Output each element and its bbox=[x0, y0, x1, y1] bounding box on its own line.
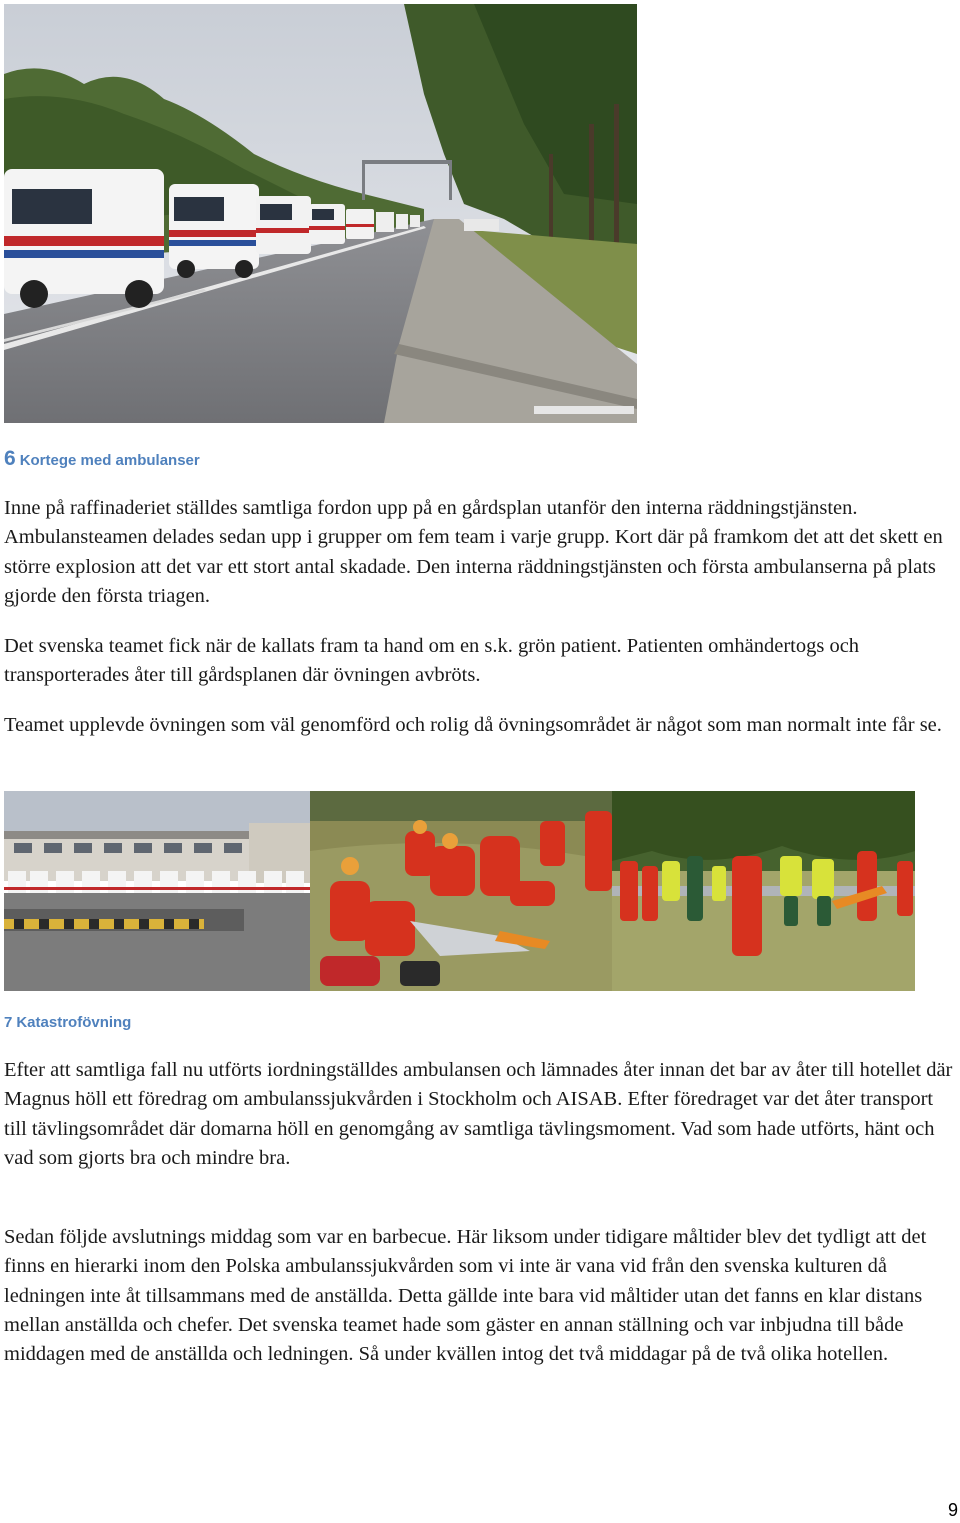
ambulance-depot-photo bbox=[4, 791, 310, 991]
triage-area-photo bbox=[612, 791, 915, 991]
figure-7-caption bbox=[4, 1014, 131, 1031]
figure-7-caption-text: Katastrofövning bbox=[16, 1014, 132, 1031]
figure-6-number: 6 bbox=[4, 447, 16, 470]
figure-6-caption-text: Kortege med ambulanser bbox=[19, 452, 200, 469]
paragraph-1: Inne på raffinaderiet ställdes samtliga fordon upp på en gårdsplan utanför den interna räddningstjänsten. Ambulansteamen delades sedan upp i grupper om fem team i varje grupp. Kort där på framkom det att det skett en större explosion att det var ett stort antal skadade. Den interna räddningstjänsten och första ambulanserna på plats gjorde den första triagen. bbox=[4, 497, 943, 607]
ambulance-convoy-photo bbox=[4, 4, 637, 423]
page-number: 9 bbox=[947, 1500, 958, 1520]
paragraph-4: Efter att samtliga fall nu utförts iordningställdes ambulansen och lämnades åter innan det bar av åter till hotellet där Magnus höll ett föredrag om ambulanssjukvården i Stockholm och AISAB. Efter föredraget var det åter transport till tävlingsområdet där domarna höll en genomgång av samtliga tävlingsmoment. Vad som hade utförts, hänt och vad som gjorts bra och mindre bra. bbox=[4, 1059, 953, 1169]
paragraph-2: Det svenska teamet fick när de kallats fram ta hand om en s.k. grön patient. Patienten omhändertogs och transporterades åter till gårdsplanen där övningen avbröts. bbox=[4, 635, 860, 687]
figure-7-number: 7 bbox=[4, 1014, 13, 1031]
paragraph-3: Teamet upplevde övningen som väl genomförd och rolig då övningsområdet är något som man normalt inte får se. bbox=[4, 714, 942, 736]
paragraph-5: Sedan följde avslutnings middag som var en barbecue. Här liksom under tidigare måltider blev det tydligt att det finns en hierarki inom den Polska ambulanssjukvården som vi inte är vana vid från den svenska kulturen då ledningen inte åt tillsammans med de anställda. Detta gällde inte bara vid måltider utan det fanns en klar distans mellan anställda och chefer. Det svenska teamet hade som gäster en annan ställning och var inbjudna till både middagen med de anställda och ledningen. Så under kvällen intog det två middagar på de två olika hotellen. bbox=[4, 1226, 927, 1366]
figure-6-caption bbox=[4, 447, 200, 471]
rescue-workers-photo bbox=[310, 791, 612, 991]
